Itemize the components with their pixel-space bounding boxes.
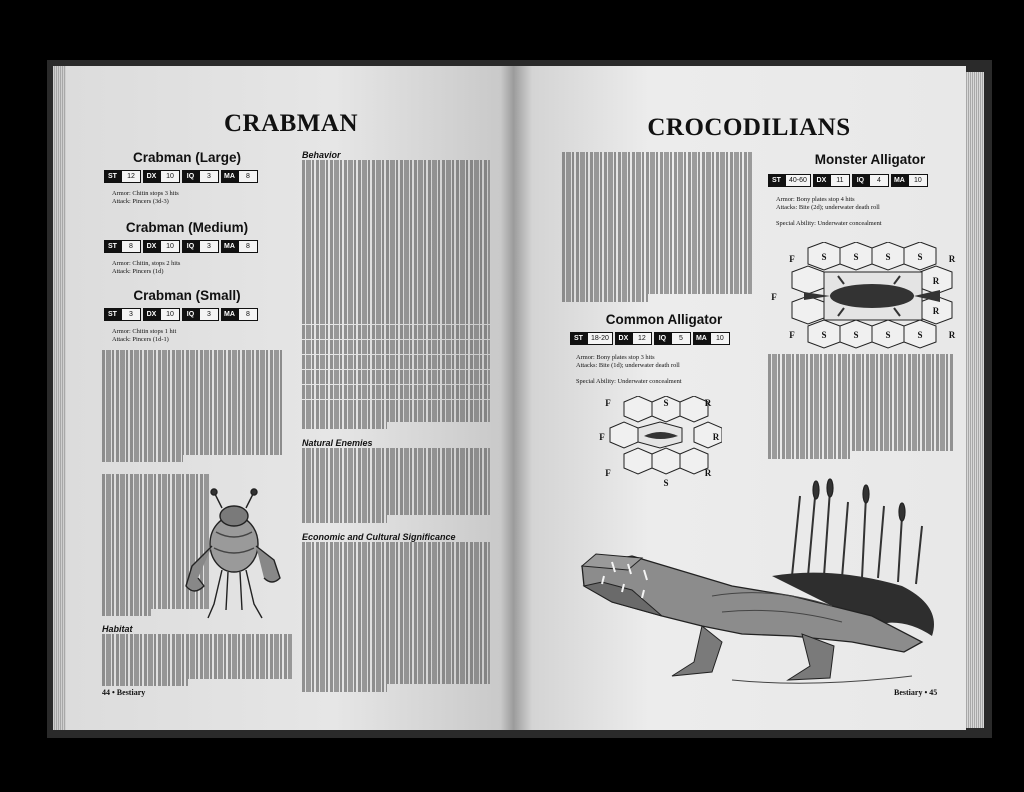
page-edges-left (53, 66, 67, 730)
hex-label-side: S (917, 330, 923, 340)
body-text-block (562, 152, 752, 302)
page-title: CRABMAN (223, 110, 359, 137)
attack-line: Attack: Pincers (1d) (112, 268, 164, 275)
armor-line: Armor: Chitin stops 3 hits (112, 190, 179, 197)
stat-value: 10 (160, 170, 180, 183)
stat-value: 3 (121, 308, 141, 321)
hex-label-side: S (821, 252, 827, 262)
hex-label-front: F (599, 432, 605, 442)
stat-key: IQ (182, 240, 199, 253)
hex-label-side: S (821, 330, 827, 340)
hex-label-side: S (885, 252, 891, 262)
stat-value: 12 (632, 332, 652, 345)
hex-label-front: F (605, 468, 611, 478)
armor-line: Armor: Chitin stops 1 hit (112, 328, 177, 335)
stat-key: MA (221, 240, 238, 253)
armor-line: Armor: Chitin, stops 2 hits (112, 260, 181, 267)
stat-key: MA (693, 332, 710, 345)
stat-block (104, 170, 258, 183)
hex-label-side: S (853, 330, 859, 340)
stat-key: MA (891, 174, 908, 187)
section-heading: Behavior (302, 150, 341, 160)
attack-line: Attacks: Bite (2d); underwater death roll (776, 204, 880, 211)
body-text-block (302, 160, 490, 430)
attack-line: Attacks: Bite (1d); underwater death roll (576, 362, 680, 369)
stat-key: IQ (182, 170, 199, 183)
special-ability-line: Special Ability: Underwater concealment (576, 378, 682, 385)
stat-key: IQ (654, 332, 671, 345)
stat-value: 10 (160, 308, 180, 321)
monster-facing-hexmap (764, 242, 960, 350)
stat-key: DX (143, 240, 160, 253)
body-text-block (302, 542, 490, 702)
stat-key: DX (143, 170, 160, 183)
hex-label-front: F (771, 292, 777, 302)
hex-label-front: F (789, 254, 795, 264)
hex-label-side: S (917, 252, 923, 262)
page-footer: 44 • Bestiary (102, 688, 146, 697)
body-text-block (102, 350, 282, 468)
stat-key: IQ (852, 174, 869, 187)
stat-value: 3 (199, 170, 219, 183)
hex-label-front: F (789, 330, 795, 340)
stat-value: 4 (869, 174, 889, 187)
hex-label-rear: R (932, 276, 940, 286)
stat-value: 10 (908, 174, 928, 187)
body-text-block (768, 354, 954, 464)
section-heading: Natural Enemies (302, 438, 373, 448)
creature-heading: Crabman (Large) (132, 150, 242, 165)
armor-line: Armor: Bony plates stop 3 hits (576, 354, 655, 361)
section-heading: Habitat (102, 624, 133, 634)
hex-label-rear: R (948, 330, 956, 340)
stat-value: 5 (671, 332, 691, 345)
armor-line: Armor: Bony plates stop 4 hits (776, 196, 855, 203)
stat-value: 11 (830, 174, 850, 187)
stat-key: ST (768, 174, 785, 187)
hex-label-side: S (885, 330, 891, 340)
right-page (514, 66, 966, 730)
stat-key: ST (570, 332, 587, 345)
special-ability-line: Special Ability: Underwater concealment (776, 220, 882, 227)
stat-value: 8 (238, 170, 258, 183)
stat-value: 40-60 (785, 174, 811, 187)
page-footer: Bestiary • 45 (894, 688, 938, 697)
stat-key: ST (104, 240, 121, 253)
hex-label-side: S (663, 398, 669, 408)
hex-label-rear: R (948, 254, 956, 264)
page-title: CROCODILIANS (647, 114, 851, 141)
stat-value: 10 (160, 240, 180, 253)
creature-heading: Common Alligator (605, 312, 723, 327)
hex-label-rear: R (932, 306, 940, 316)
stat-key: ST (104, 170, 121, 183)
stat-value: 3 (199, 308, 219, 321)
stat-value: 18-20 (587, 332, 613, 345)
stat-key: IQ (182, 308, 199, 321)
hex-label-rear: R (704, 398, 712, 408)
stat-key: DX (143, 308, 160, 321)
creature-heading: Crabman (Medium) (125, 220, 249, 235)
body-text-block (302, 448, 490, 526)
stat-value: 8 (238, 308, 258, 321)
stat-key: ST (104, 308, 121, 321)
creature-heading: Crabman (Small) (133, 288, 241, 303)
attack-line: Attack: Pincers (3d-3) (112, 198, 169, 205)
stat-value: 12 (121, 170, 141, 183)
left-page (66, 66, 514, 730)
stat-key: DX (615, 332, 632, 345)
hex-label-front: F (605, 398, 611, 408)
attack-line: Attack: Pincers (1d-1) (112, 336, 169, 343)
crabman-illustration (182, 486, 286, 626)
stat-value: 8 (238, 240, 258, 253)
creature-heading: Monster Alligator (814, 152, 926, 167)
hex-label-rear: R (712, 432, 720, 442)
section-heading: Economic and Cultural Significance (302, 532, 456, 542)
stat-value: 10 (710, 332, 730, 345)
hex-label-side: S (663, 478, 669, 488)
alligator-illustration (572, 466, 954, 696)
stat-key: MA (221, 308, 238, 321)
stat-block (104, 308, 258, 321)
stat-value: 3 (199, 240, 219, 253)
hex-label-rear: R (704, 468, 712, 478)
stat-block (570, 332, 730, 345)
body-text-block (102, 634, 292, 688)
stat-block (104, 240, 258, 253)
hex-label-side: S (853, 252, 859, 262)
stat-key: DX (813, 174, 830, 187)
stat-block (768, 174, 928, 187)
stat-key: MA (221, 170, 238, 183)
stat-value: 8 (121, 240, 141, 253)
